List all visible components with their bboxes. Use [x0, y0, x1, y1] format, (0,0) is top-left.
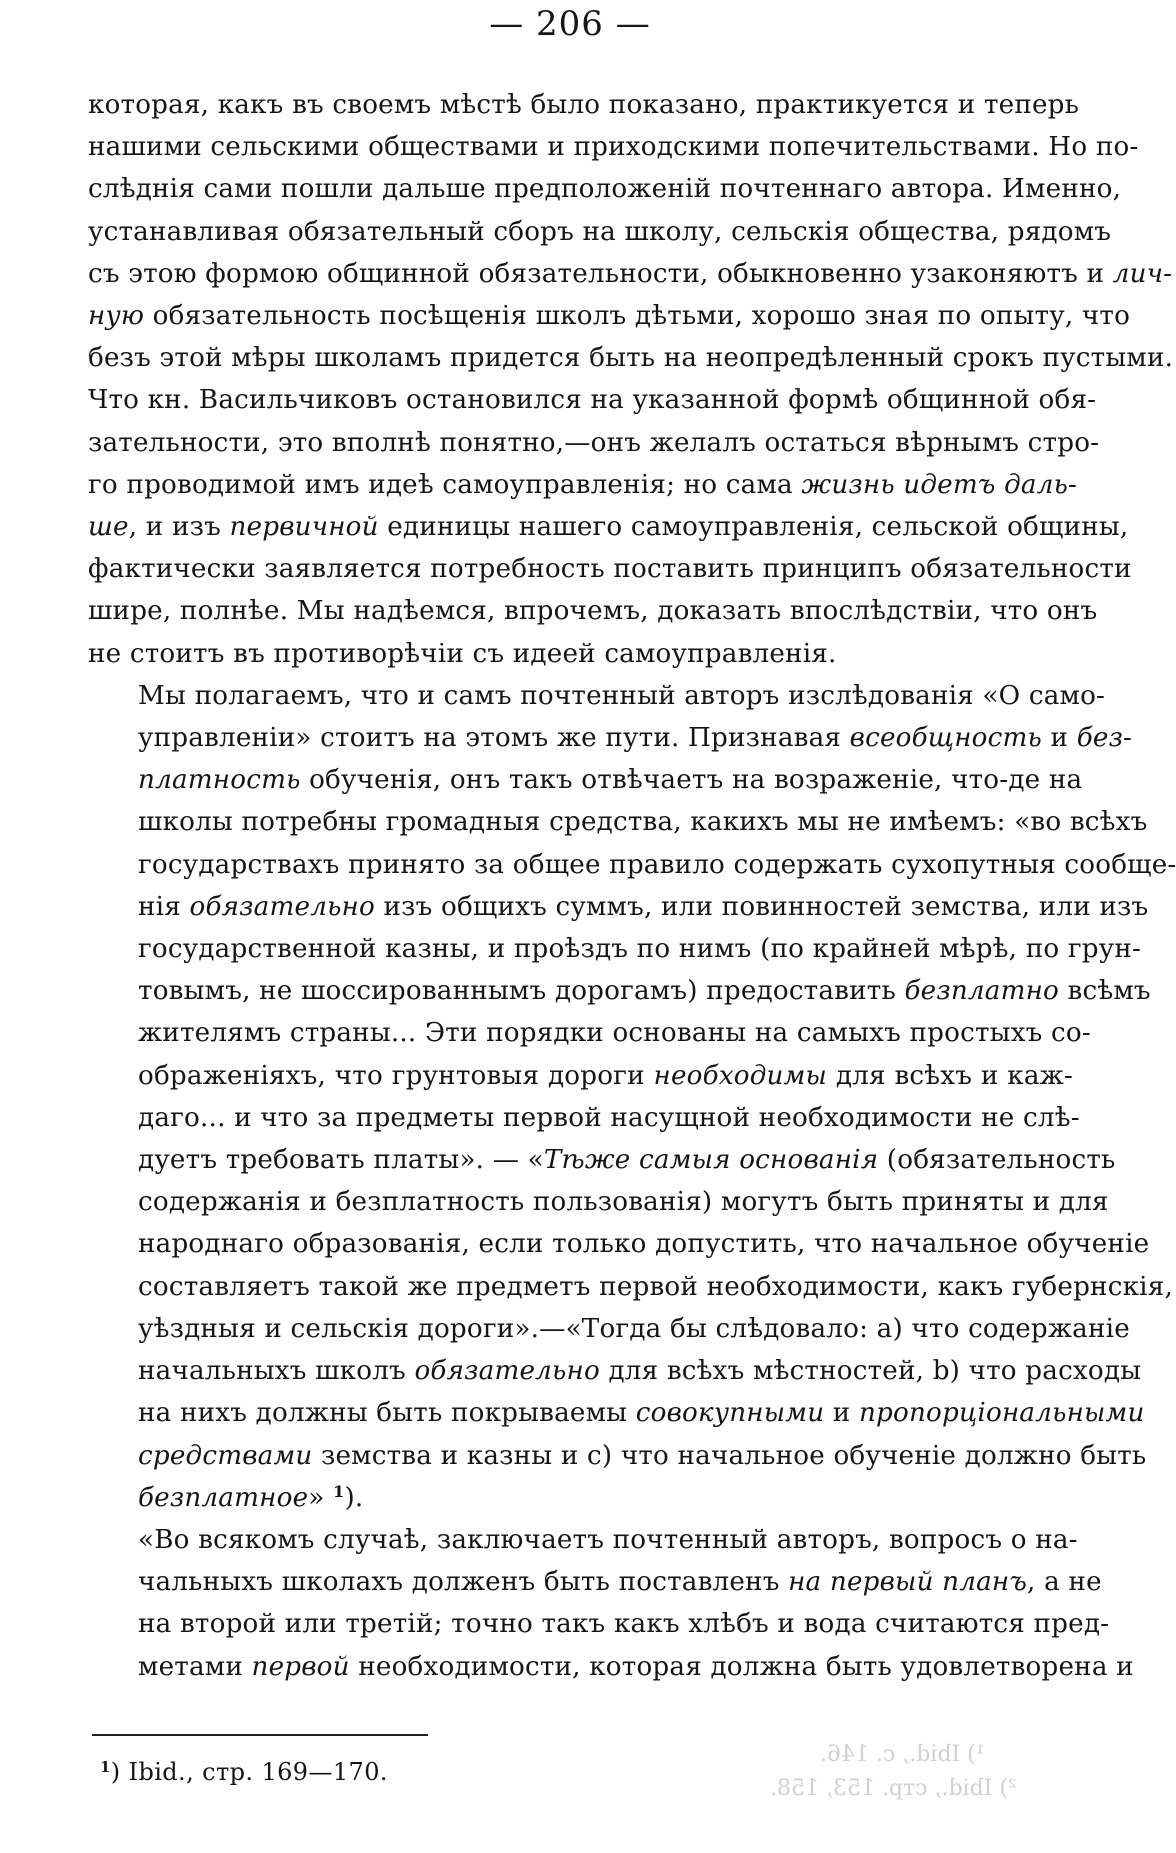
text-run: уѣздныя и сельскія дороги».—«Тогда бы слѣдовало: а) что содержаніе [138, 1313, 1130, 1344]
emphasis-text: всеобщность [849, 723, 1042, 754]
emphasis-text: средствами [138, 1440, 313, 1471]
text-run: изъ общихъ суммъ, или повинностей земства, или изъ [374, 891, 1149, 922]
text-line [88, 717, 1133, 759]
text-run: чальныхъ школахъ долженъ быть поставленъ [138, 1567, 789, 1598]
text-line [88, 1223, 1150, 1265]
bleed-through-text: ²) Ibid., стр. 153, 158. [770, 1776, 1017, 1801]
paragraph-p1 [88, 84, 1174, 675]
footnote-separator [92, 1734, 428, 1736]
emphasis-text: жизнь идетъ даль- [801, 469, 1078, 500]
emphasis-text: Тѣже самыя основанія [543, 1145, 879, 1176]
footnote-text: ) Ibid., стр. 169—170. [110, 1758, 388, 1786]
text-run: управленіи» стоитъ на этомъ же пути. Признавая [138, 723, 850, 754]
emphasis-text: первой [251, 1651, 350, 1682]
text-run: государственной казны, и проѣздъ по нимъ (по крайней мѣрѣ, по грун- [138, 934, 1142, 965]
text-line [88, 1097, 1080, 1139]
text-run: земства и казны и с) что начальное обученіе должно быть [312, 1440, 1147, 1471]
text-line [88, 675, 1106, 717]
text-line [88, 1055, 1073, 1097]
text-run: фактически заявляется потребность поставить принципъ обязательности [88, 554, 1132, 585]
text-run: на второй или третій; точно такъ какъ хлѣбъ и вода считаются пред- [138, 1609, 1110, 1640]
emphasis-text: пропорціональными [858, 1398, 1145, 1429]
text-line [88, 886, 1149, 928]
text-line [88, 1266, 1173, 1308]
text-run: нія [138, 891, 190, 922]
text-run: (обязательность [878, 1145, 1116, 1176]
text-run: обязательность посѣщенія школъ дѣтьми, хорошо зная по опыту, что [144, 301, 1131, 332]
text-line [88, 1519, 1078, 1561]
text-run: необходимости, которая должна быть удовлетворена и [349, 1651, 1134, 1682]
bleed-through-text: ¹) Ibid., с. 146. [820, 1742, 985, 1767]
text-run: содержанія и безплатность пользованія) могутъ быть приняты и для [138, 1187, 1109, 1218]
text-line [88, 1308, 1130, 1350]
text-line [88, 1181, 1109, 1223]
text-line [88, 1350, 1142, 1392]
text-run: жителямъ страны... Эти порядки основаны на самыхъ простыхъ со- [138, 1018, 1091, 1049]
text-run: товымъ, не шоссированнымъ дорогамъ) предоставить [138, 976, 905, 1007]
page-number: — 206 — [489, 4, 651, 44]
text-line [88, 928, 1142, 970]
text-run: устанавливая обязательный сборъ на школу, сельскія общества, рядомъ [88, 216, 1112, 247]
emphasis-text: на первый планъ [788, 1567, 1028, 1598]
text-run: начальныхъ школъ [138, 1356, 415, 1387]
text-run: , а не [1027, 1567, 1102, 1598]
text-line [88, 1012, 1091, 1054]
text-run: для всѣхъ мѣстностей, b) что расходы [599, 1356, 1142, 1387]
text-run: составляетъ такой же предметъ первой необходимости, какъ губернскія, [138, 1271, 1173, 1302]
emphasis-text: платность [138, 765, 301, 796]
text-run: «Во всякомъ случаѣ, заключаетъ почтенный авторъ, вопросъ о на- [138, 1524, 1078, 1555]
body-text [88, 84, 1176, 1688]
text-line [88, 633, 1073, 675]
text-run: » [308, 1482, 334, 1513]
text-line [88, 1392, 1145, 1434]
text-line [88, 1477, 1073, 1519]
text-line [88, 844, 1176, 886]
text-run: обученія, онъ такъ отвѣчаетъ на возраженіе, что-де на [300, 765, 1083, 796]
text-run: которая, какъ въ своемъ мѣстѣ было показано, практикуется и теперь [88, 90, 1080, 120]
text-line [88, 464, 1078, 506]
text-line [88, 126, 1139, 168]
text-line [88, 295, 1131, 337]
paragraph-p3 [88, 1519, 1134, 1688]
emphasis-text: без- [1076, 723, 1133, 754]
footnote [100, 1758, 388, 1786]
emphasis-text: ше [88, 512, 129, 543]
text-run: и [824, 1398, 859, 1429]
text-line [88, 506, 1129, 548]
text-line [88, 379, 1097, 421]
text-line [88, 801, 1148, 843]
text-run: единицы нашего самоуправленія, сельской общины, [378, 512, 1129, 543]
emphasis-text: безплатно [904, 976, 1060, 1007]
text-run: нашими сельскими обществами и приходскими попечительствами. Но по- [88, 132, 1139, 163]
footnote-marker: 1 [100, 1757, 111, 1776]
text-run: народнаго образованія, если только допустить, что начальное обученіе [138, 1229, 1150, 1260]
text-run: ображеніяхъ, что грунтовыя дороги [138, 1060, 654, 1091]
emphasis-text: лич- [1112, 258, 1173, 289]
text-run: , и изъ [128, 512, 230, 543]
text-run: государствахъ принято за общее правило содержать сухопутныя сообще- [138, 849, 1176, 880]
text-line [88, 1603, 1110, 1645]
text-line [88, 590, 1098, 632]
emphasis-text: обязательно [414, 1356, 600, 1387]
text-run: ). [344, 1482, 364, 1513]
text-run: на нихъ должны быть покрываемы [138, 1398, 636, 1429]
emphasis-text: необходимы [653, 1060, 828, 1091]
text-run: шире, полнѣе. Мы надѣемся, впрочемъ, доказать впослѣдствіи, что онъ [88, 596, 1098, 627]
text-line [88, 1139, 1116, 1181]
text-run: слѣднія сами пошли дальше предположеній почтеннаго автора. Именно, [88, 174, 1122, 205]
text-line [88, 84, 1080, 126]
text-run: зательности, это вполнѣ понятно,—онъ желалъ остаться вѣрнымъ стро- [88, 427, 1100, 458]
text-run: съ этою формою общинной обязательности, обыкновенно узаконяютъ и [88, 258, 1113, 289]
text-run: го проводимой имъ идеѣ самоуправленія; но сама [88, 469, 802, 500]
emphasis-text: первичной [229, 512, 379, 543]
text-run: Что кн. Васильчиковъ остановился на указанной формѣ общинной обя- [88, 385, 1097, 416]
text-run: и [1041, 723, 1077, 754]
text-run: дуетъ требовать платы». — « [138, 1145, 544, 1176]
text-line [88, 1435, 1147, 1477]
text-run: даго... и что за предметы первой насущной необходимости не слѣ- [138, 1102, 1080, 1133]
paragraph-p2 [88, 675, 1176, 1519]
text-line [88, 168, 1122, 210]
emphasis-text: безплатное [138, 1482, 309, 1513]
text-line [88, 1561, 1102, 1603]
text-line [88, 422, 1100, 464]
text-run: не стоитъ въ противорѣчіи съ идеей самоуправленія. [88, 638, 837, 669]
emphasis-text: совокупными [635, 1398, 825, 1429]
footnote-ref: 1 [333, 1481, 345, 1501]
text-line [88, 548, 1132, 590]
text-line [88, 211, 1112, 253]
text-line [88, 337, 1174, 379]
text-run: безъ этой мѣры школамъ придется быть на неопредѣленный срокъ пустыми. [88, 343, 1174, 374]
emphasis-text: обязательно [189, 891, 375, 922]
text-line [88, 1646, 1134, 1688]
text-run: для всѣхъ и каж- [827, 1060, 1073, 1091]
text-run: метами [138, 1651, 252, 1682]
text-run: школы потребны громадныя средства, какихъ мы не имѣемъ: «во всѣхъ [138, 807, 1148, 838]
text-run: Мы полагаемъ, что и самъ почтенный авторъ изслѣдованія «О само- [138, 680, 1106, 711]
emphasis-text: ную [88, 301, 145, 332]
text-line [88, 253, 1173, 295]
text-line [88, 970, 1151, 1012]
text-run: всѣмъ [1059, 976, 1151, 1007]
text-line [88, 759, 1083, 801]
